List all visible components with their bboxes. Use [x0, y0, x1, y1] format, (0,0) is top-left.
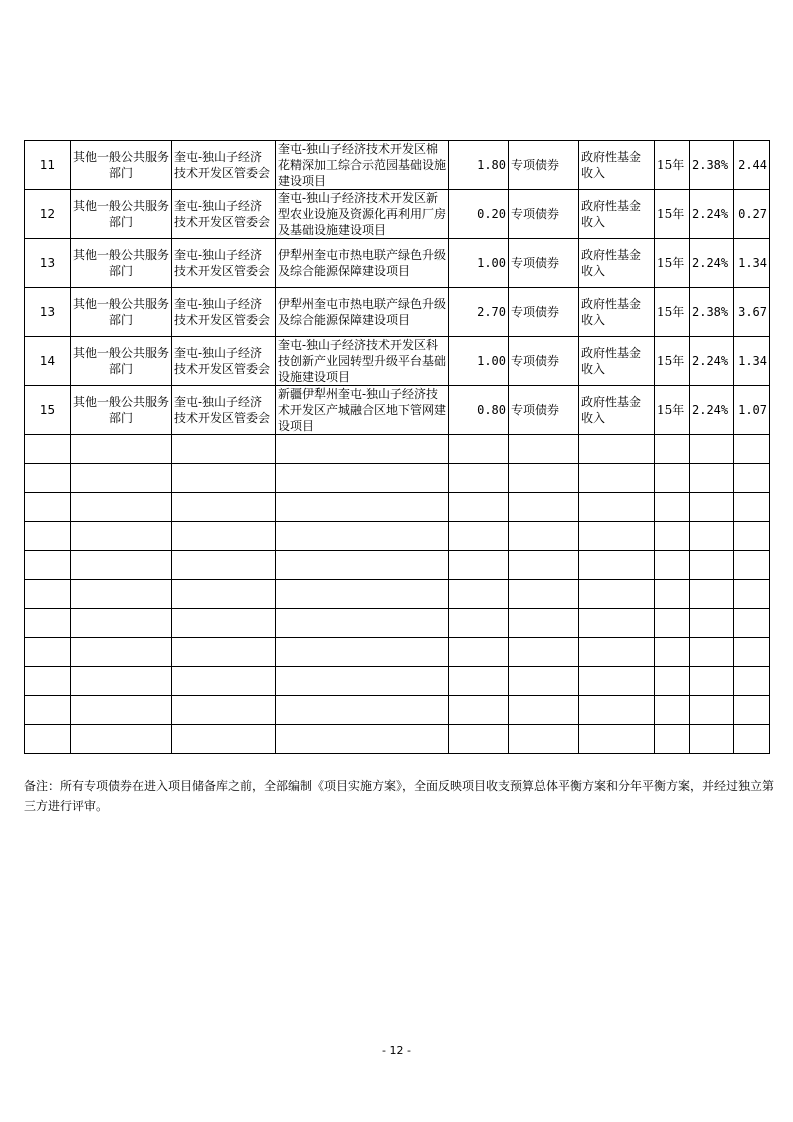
empty-table-row — [25, 493, 770, 522]
empty-cell — [71, 667, 172, 696]
empty-cell — [25, 696, 71, 725]
empty-cell — [734, 464, 770, 493]
empty-cell — [172, 609, 276, 638]
empty-cell — [579, 609, 655, 638]
unit-cell: 奎屯-独山子经济技术开发区管委会 — [172, 190, 276, 239]
empty-cell — [734, 696, 770, 725]
empty-cell — [655, 580, 690, 609]
term-cell: 15年 — [655, 239, 690, 288]
empty-cell — [172, 551, 276, 580]
empty-table-row — [25, 725, 770, 754]
empty-cell — [655, 435, 690, 464]
empty-cell — [509, 435, 579, 464]
empty-cell — [509, 696, 579, 725]
empty-cell — [690, 580, 734, 609]
empty-cell — [509, 609, 579, 638]
empty-cell — [71, 609, 172, 638]
amount-cell: 1.80 — [449, 141, 509, 190]
repayment-source-cell: 政府性基金收入 — [579, 141, 655, 190]
term-cell: 15年 — [655, 190, 690, 239]
interest-cell: 1.34 — [734, 337, 770, 386]
empty-table-row — [25, 696, 770, 725]
empty-cell — [25, 464, 71, 493]
bond-type-cell: 专项债券 — [509, 239, 579, 288]
empty-cell — [276, 638, 449, 667]
row-number: 11 — [25, 141, 71, 190]
empty-cell — [579, 696, 655, 725]
empty-cell — [509, 667, 579, 696]
empty-cell — [734, 667, 770, 696]
department-cell: 其他一般公共服务部门 — [71, 190, 172, 239]
amount-cell: 0.80 — [449, 386, 509, 435]
empty-cell — [690, 464, 734, 493]
empty-cell — [690, 522, 734, 551]
interest-rate-cell: 2.24% — [690, 239, 734, 288]
empty-table-row — [25, 464, 770, 493]
term-cell: 15年 — [655, 288, 690, 337]
table-body — [25, 141, 770, 754]
page-number: - 12 - — [382, 1044, 411, 1057]
empty-cell — [579, 435, 655, 464]
interest-cell: 1.07 — [734, 386, 770, 435]
empty-cell — [579, 493, 655, 522]
empty-cell — [25, 580, 71, 609]
empty-table-row — [25, 609, 770, 638]
empty-cell — [172, 464, 276, 493]
repayment-source-cell: 政府性基金收入 — [579, 386, 655, 435]
empty-cell — [276, 580, 449, 609]
empty-cell — [172, 696, 276, 725]
empty-cell — [690, 725, 734, 754]
bond-type-cell: 专项债券 — [509, 288, 579, 337]
empty-cell — [172, 493, 276, 522]
empty-cell — [172, 522, 276, 551]
table-row — [25, 288, 770, 337]
empty-cell — [655, 464, 690, 493]
empty-cell — [655, 551, 690, 580]
amount-cell: 2.70 — [449, 288, 509, 337]
empty-cell — [276, 609, 449, 638]
empty-cell — [276, 464, 449, 493]
empty-cell — [172, 667, 276, 696]
empty-cell — [172, 580, 276, 609]
empty-cell — [449, 435, 509, 464]
empty-cell — [579, 667, 655, 696]
empty-cell — [690, 609, 734, 638]
empty-cell — [449, 464, 509, 493]
table-row — [25, 190, 770, 239]
bond-type-cell: 专项债券 — [509, 141, 579, 190]
term-cell: 15年 — [655, 141, 690, 190]
empty-cell — [690, 493, 734, 522]
empty-cell — [71, 580, 172, 609]
empty-cell — [449, 551, 509, 580]
empty-cell — [25, 725, 71, 754]
empty-cell — [71, 725, 172, 754]
empty-cell — [579, 464, 655, 493]
empty-cell — [655, 638, 690, 667]
empty-cell — [449, 696, 509, 725]
empty-cell — [25, 667, 71, 696]
empty-cell — [276, 725, 449, 754]
empty-cell — [71, 638, 172, 667]
empty-cell — [579, 522, 655, 551]
department-cell: 其他一般公共服务部门 — [71, 288, 172, 337]
empty-cell — [655, 609, 690, 638]
empty-cell — [25, 435, 71, 464]
empty-cell — [509, 725, 579, 754]
table-row — [25, 141, 770, 190]
interest-rate-cell: 2.24% — [690, 190, 734, 239]
empty-cell — [25, 522, 71, 551]
empty-cell — [734, 580, 770, 609]
empty-cell — [509, 580, 579, 609]
bond-type-cell: 专项债券 — [509, 190, 579, 239]
interest-rate-cell: 2.38% — [690, 288, 734, 337]
empty-table-row — [25, 638, 770, 667]
footnote: 备注：所有专项债券在进入项目储备库之前，全部编制《项目实施方案》，全面反映项目收支预算总体平衡方案和分年平衡方案，并经过独立第三方进行评审。 — [24, 779, 775, 813]
empty-cell — [25, 493, 71, 522]
empty-cell — [509, 551, 579, 580]
empty-cell — [172, 725, 276, 754]
project-name-cell: 奎屯-独山子经济技术开发区新型农业设施及资源化再利用厂房及基础设施建设项目 — [276, 190, 449, 239]
empty-cell — [734, 522, 770, 551]
empty-cell — [449, 522, 509, 551]
empty-cell — [655, 667, 690, 696]
row-number: 12 — [25, 190, 71, 239]
empty-cell — [509, 493, 579, 522]
interest-cell: 2.44 — [734, 141, 770, 190]
empty-cell — [449, 667, 509, 696]
department-cell: 其他一般公共服务部门 — [71, 239, 172, 288]
repayment-source-cell: 政府性基金收入 — [579, 337, 655, 386]
empty-cell — [276, 551, 449, 580]
empty-cell — [449, 638, 509, 667]
empty-cell — [690, 435, 734, 464]
empty-cell — [690, 696, 734, 725]
department-cell: 其他一般公共服务部门 — [71, 141, 172, 190]
row-number: 13 — [25, 239, 71, 288]
empty-cell — [655, 522, 690, 551]
empty-cell — [71, 522, 172, 551]
empty-table-row — [25, 551, 770, 580]
empty-cell — [734, 638, 770, 667]
term-cell: 15年 — [655, 386, 690, 435]
empty-cell — [276, 522, 449, 551]
table-row — [25, 337, 770, 386]
empty-cell — [71, 435, 172, 464]
empty-cell — [690, 667, 734, 696]
empty-cell — [449, 580, 509, 609]
empty-cell — [276, 667, 449, 696]
empty-cell — [579, 551, 655, 580]
empty-cell — [509, 638, 579, 667]
unit-cell: 奎屯-独山子经济技术开发区管委会 — [172, 141, 276, 190]
unit-cell: 奎屯-独山子经济技术开发区管委会 — [172, 239, 276, 288]
empty-cell — [172, 638, 276, 667]
project-name-cell: 奎屯-独山子经济技术开发区棉花精深加工综合示范园基础设施建设项目 — [276, 141, 449, 190]
empty-cell — [71, 464, 172, 493]
interest-rate-cell: 2.24% — [690, 386, 734, 435]
bond-type-cell: 专项债券 — [509, 337, 579, 386]
empty-cell — [579, 638, 655, 667]
empty-cell — [579, 580, 655, 609]
project-name-cell: 伊犁州奎屯市热电联产绿色升级及综合能源保障建设项目 — [276, 239, 449, 288]
empty-cell — [276, 696, 449, 725]
empty-cell — [71, 493, 172, 522]
amount-cell: 1.00 — [449, 239, 509, 288]
row-number: 13 — [25, 288, 71, 337]
empty-cell — [71, 696, 172, 725]
repayment-source-cell: 政府性基金收入 — [579, 239, 655, 288]
empty-cell — [449, 609, 509, 638]
unit-cell: 奎屯-独山子经济技术开发区管委会 — [172, 337, 276, 386]
empty-cell — [734, 609, 770, 638]
repayment-source-cell: 政府性基金收入 — [579, 190, 655, 239]
empty-cell — [655, 493, 690, 522]
empty-cell — [655, 725, 690, 754]
empty-cell — [655, 696, 690, 725]
department-cell: 其他一般公共服务部门 — [71, 337, 172, 386]
row-number: 15 — [25, 386, 71, 435]
interest-rate-cell: 2.24% — [690, 337, 734, 386]
row-number: 14 — [25, 337, 71, 386]
project-name-cell: 新疆伊犁州奎屯-独山子经济技术开发区产城融合区地下管网建设项目 — [276, 386, 449, 435]
empty-cell — [734, 725, 770, 754]
empty-cell — [579, 725, 655, 754]
project-name-cell: 伊犁州奎屯市热电联产绿色升级及综合能源保障建设项目 — [276, 288, 449, 337]
unit-cell: 奎屯-独山子经济技术开发区管委会 — [172, 288, 276, 337]
empty-cell — [276, 435, 449, 464]
empty-table-row — [25, 522, 770, 551]
empty-cell — [509, 464, 579, 493]
term-cell: 15年 — [655, 337, 690, 386]
empty-cell — [449, 493, 509, 522]
empty-cell — [449, 725, 509, 754]
interest-cell: 0.27 — [734, 190, 770, 239]
empty-cell — [509, 522, 579, 551]
empty-cell — [734, 551, 770, 580]
special-bond-table — [24, 140, 770, 754]
empty-cell — [734, 493, 770, 522]
department-cell: 其他一般公共服务部门 — [71, 386, 172, 435]
empty-cell — [734, 435, 770, 464]
empty-cell — [25, 551, 71, 580]
amount-cell: 0.20 — [449, 190, 509, 239]
empty-cell — [25, 638, 71, 667]
empty-table-row — [25, 667, 770, 696]
empty-cell — [25, 609, 71, 638]
empty-cell — [690, 551, 734, 580]
empty-table-row — [25, 435, 770, 464]
empty-cell — [276, 493, 449, 522]
interest-cell: 1.34 — [734, 239, 770, 288]
interest-rate-cell: 2.38% — [690, 141, 734, 190]
repayment-source-cell: 政府性基金收入 — [579, 288, 655, 337]
project-name-cell: 奎屯-独山子经济技术开发区科技创新产业园转型升级平台基础设施建设项目 — [276, 337, 449, 386]
empty-cell — [172, 435, 276, 464]
empty-table-row — [25, 580, 770, 609]
empty-cell — [690, 638, 734, 667]
interest-cell: 3.67 — [734, 288, 770, 337]
unit-cell: 奎屯-独山子经济技术开发区管委会 — [172, 386, 276, 435]
table-row — [25, 386, 770, 435]
table-row — [25, 239, 770, 288]
amount-cell: 1.00 — [449, 337, 509, 386]
bond-type-cell: 专项债券 — [509, 386, 579, 435]
empty-cell — [71, 551, 172, 580]
